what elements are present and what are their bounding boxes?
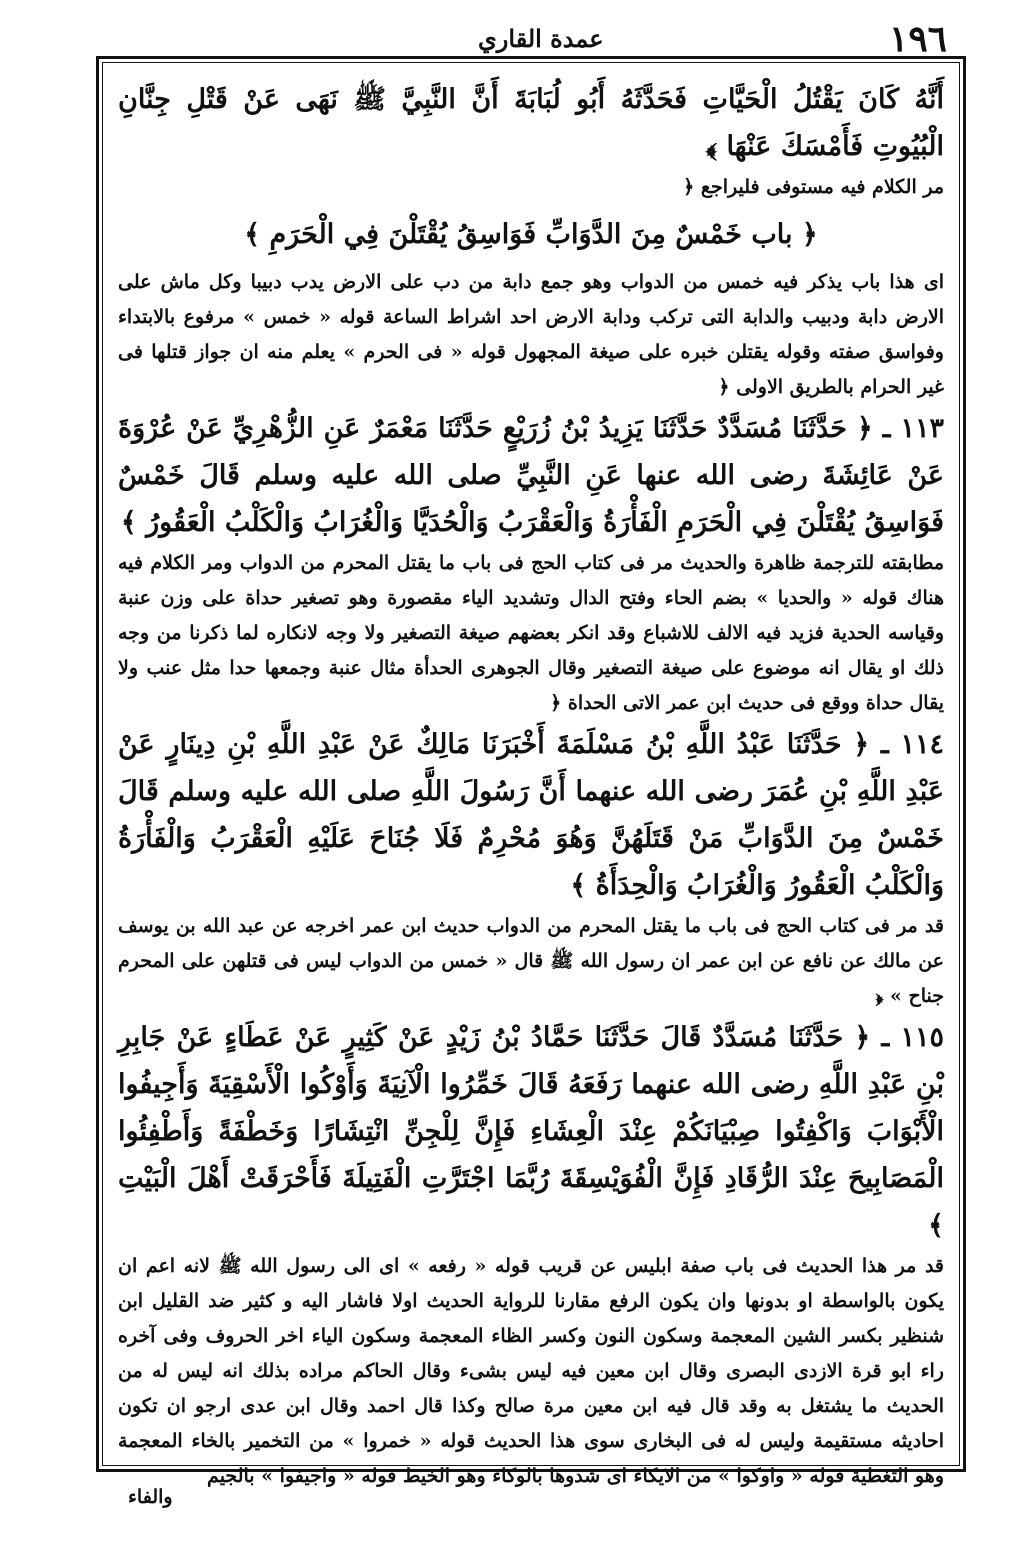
page-number: ١٩٦ [888,18,947,60]
commentary-text: قد مر فى كتاب الحج فى باب ما يقتل المحرم من الدواب حديث ابن عمر اخرجه عن عبد الله بن يوسف عن مالك عن نافع عن ابن عمر ان رسول الله ﷺ قال « خمس من الدواب ليس فى قتلهن على المحرم جناح » ﴿ [118,915,944,1007]
book-title: عمدة القاري [478,24,604,53]
commentary-text: مر الكلام فيه مستوفى فليراجع ﴿ [683,176,944,198]
page-body [118,76,944,1494]
commentary-text: قد مر هذا الحديث فى باب صفة ابليس عن قريب قوله « رفعه » اى الى رسول الله ﷺ لانه اعم ان يكون بالواسطة او بدونها وان يكون الرفع مقارنا للرواية الحديث اولا فاشار اليه و كثير ضد القليل ابن شنظير بكسر الشين المعجمة وسكون النون وكسر الظاء المعجمة وسكون الياء اخر الحروف وفى آخره راء ابو قرة الازدى البصرى وقال ابن معين فيه ليس بشىء وقال الحاكم مراده بذلك انه ليس له من الحديث ما يشتغل به وقد قال فيه ابن معين مرة صالح وكذا قال احمد وقال ابن عدى ارجو ان تكون احاديثه مستقيمة وليس له فى البخارى سوى هذا الحديث قوله « خمروا » من التخمير بالخاء المعجمة وهو التغطية قوله « واوكوا » من الايكاء اى شدوها بالوكاء وهو الخيط قوله « واجيفوا » بالجيم [118,1255,944,1487]
hadith-text: أَنَّهُ كَانَ يَقْتُلُ الْحَيَّاتِ فَحَدَّثَهُ أَبُو لُبَابَةَ أَنَّ النَّبِيَّ ﷺ نَهَى عَنْ قَتْلِ جِنَّانِ الْبُيُوتِ فَأَمْسَكَ عَنْهَا ﴾ [118,84,944,162]
hadith-114: ١١٤ ـ ﴿ حَدَّثَنَا عَبْدُ اللَّهِ بْنُ مَسْلَمَةَ أَخْبَرَنَا مَالِكٌ عَنْ عَبْدِ اللَّهِ بْنِ دِينَارٍ عَنْ عَبْدِ اللَّهِ بْنِ عُمَرَ رضى الله عنهما أَنَّ رَسُولَ اللَّهِ صلى الله عليه وسلم قَالَ خَمْسٌ مِنَ الدَّوَابِّ مَنْ قَتَلَهُنَّ وَهُوَ مُحْرِمٌ فَلَا جُنَاحَ عَلَيْهِ الْعَقْرَبُ وَالْفَأْرَةُ وَالْكَلْبُ الْعَقُورُ وَالْغُرَابُ وَالْحِدَأَةُ ﴾ [118,729,944,901]
hadith-115: ١١٥ ـ ﴿ حَدَّثَنَا مُسَدَّدٌ قَالَ حَدَّثَنَا حَمَّادُ بْنُ زَيْدٍ عَنْ كَثِيرٍ عَنْ عَطَاءٍ عَنْ جَابِرِ بْنِ عَبْدِ اللَّهِ رضى الله عنهما رَفَعَهُ قَالَ خَمِّرُوا الْآنِيَةَ وَأَوْكُوا الْأَسْقِيَةَ وَأَجِيفُوا الْأَبْوَابَ وَاكْفِتُوا صِبْيَانَكُمْ عِنْدَ الْعِشَاءِ فَإِنَّ لِلْجِنِّ انْتِشَارًا وَخَطْفَةً وَأَطْفِئُوا الْمَصَابِيحَ عِنْدَ الرُّقَادِ فَإِنَّ الْفُوَيْسِقَةَ رُبَّمَا اجْتَرَّتِ الْفَتِيلَةَ فَأَحْرَقَتْ أَهْلَ الْبَيْتِ ﴾ [118,1022,944,1241]
commentary-text: اى هذا باب يذكر فيه خمس من الدواب وهو جمع دابة من دب على الارض يدب دبيبا وكل ماش على الارض دابة ودبيب والدابة التى تركب ودابة الارض احد اشراط الساعة قوله « خمس » مرفوع بالابتداء وفواسق صفته وقوله يقتلن خبره على صيغة المجهول قوله « فى الحرم » يعلم منه ان جواز قتلها فى غير الحرام بالطريق الاولى ﴿ [118,271,944,398]
chapter-heading: ﴿ باب خَمْسٌ مِنَ الدَّوَابِّ فَوَاسِقُ يُقْتَلْنَ فِي الْحَرَمِ ﴾ [244,219,818,250]
catchword: والفاء [128,1486,173,1508]
commentary-text: مطابقته للترجمة ظاهرة والحديث مر فى كتاب الحج فى باب ما يقتل المحرم من الدواب ومر الكلام فيه هناك قوله « والحديا » بضم الحاء وفتح الدال وتشديد الياء مقصورة وهو تصغير حداة على وزن عنبة وقياسه الحدية فزيد فيه الالف للاشباع وقد انكر بعضهم صيغة التصغير ولا وجه لانكاره لما ذكرنا من وجه ذلك او يقال انه موضوع على صيغة التصغير وقال الجوهرى الحدأة مثال عنبة وجمعها حدا مثل عنب ولا يقال حداة ووقع فى حديث ابن عمر الاتى الحداة ﴿ [118,552,944,714]
hadith-113: ١١٣ ـ ﴿ حَدَّثَنَا مُسَدَّدٌ حَدَّثَنَا يَزِيدُ بْنُ زُرَيْعٍ حَدَّثَنَا مَعْمَرٌ عَنِ الزُّهْرِيِّ عَنْ عُرْوَةَ عَنْ عَائِشَةَ رضى الله عنها عَنِ النَّبِيِّ صلى الله عليه وسلم قَالَ خَمْسٌ فَوَاسِقُ يُقْتَلْنَ فِي الْحَرَمِ الْفَأْرَةُ وَالْعَقْرَبُ وَالْحُدَيَّا وَالْغُرَابُ وَالْكَلْبُ الْعَقُورُ ﴾ [118,413,944,538]
